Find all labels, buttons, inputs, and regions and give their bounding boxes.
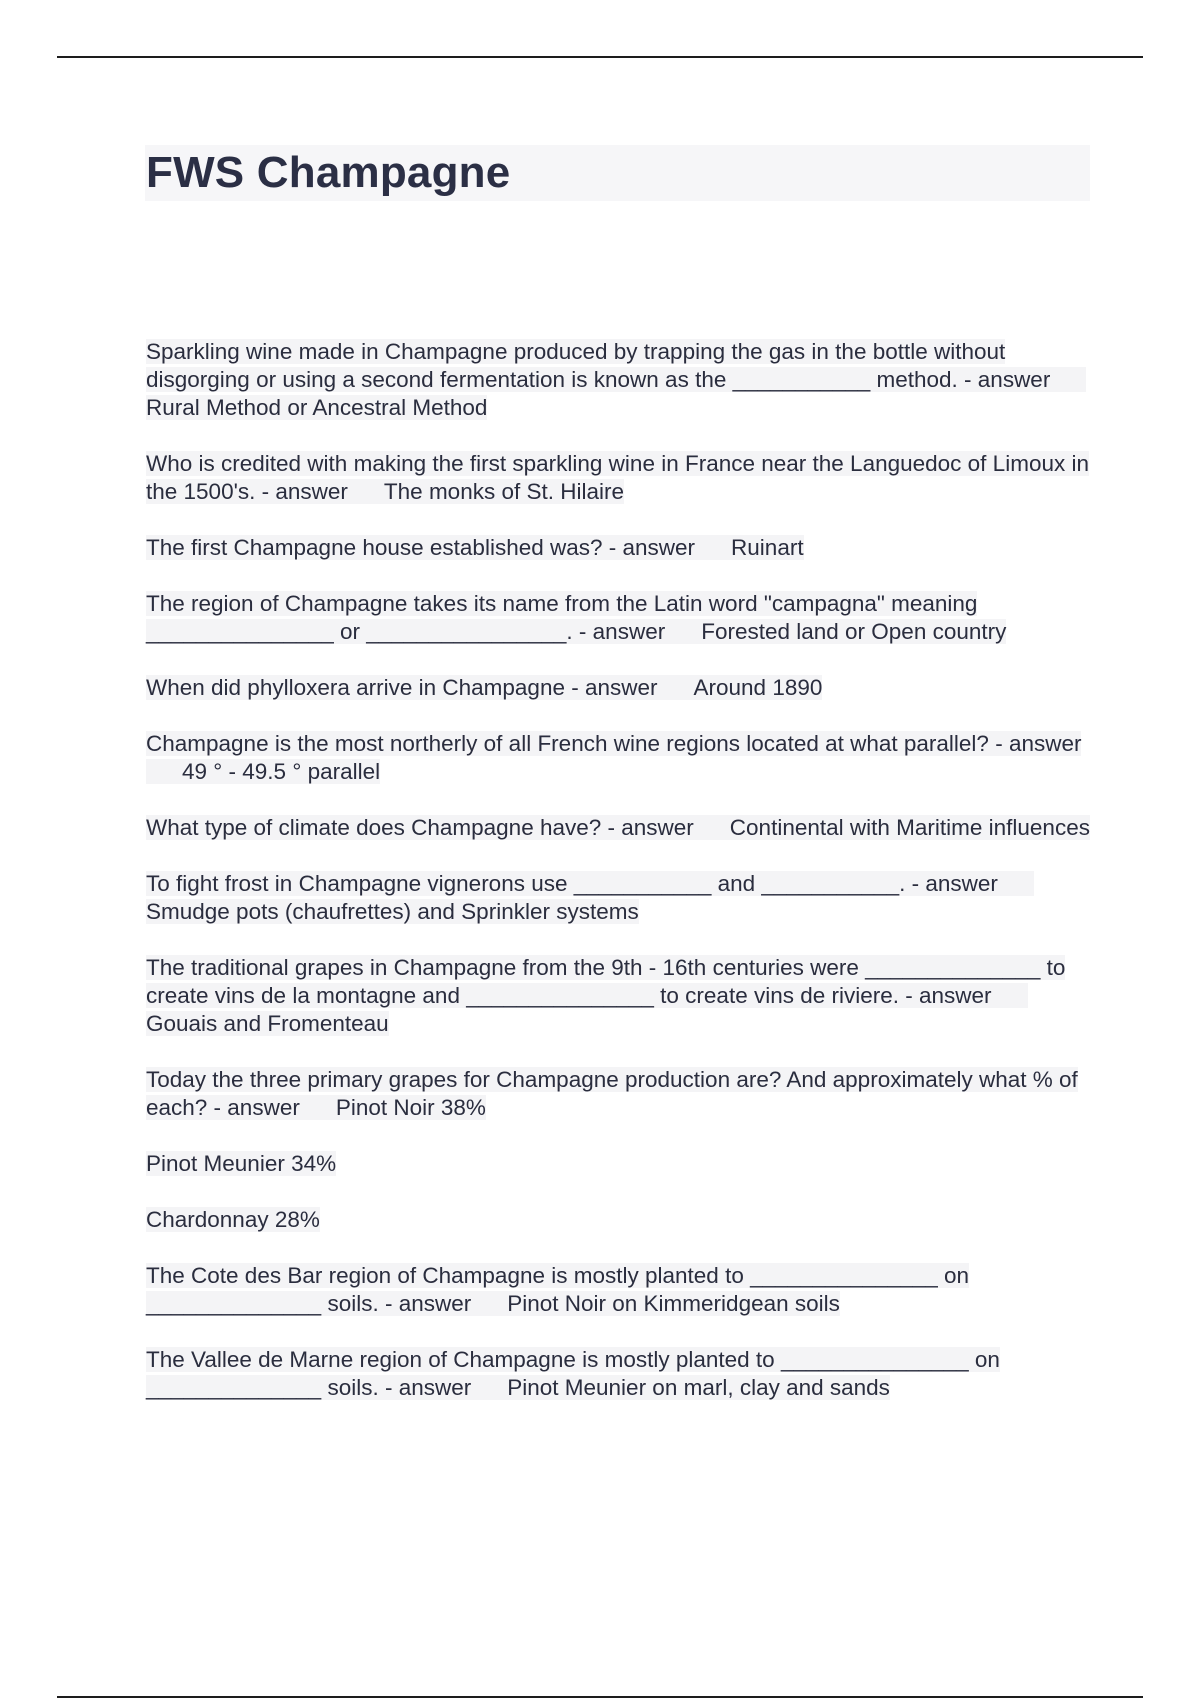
qa-item [146, 1150, 1091, 1178]
top-rule [57, 56, 1143, 58]
qa-question: Today the three primary grapes for Champagne production are? And approximately what % of each? - answer [146, 1067, 1078, 1120]
qa-item [146, 338, 1091, 422]
qa-item [146, 1066, 1091, 1122]
qa-item [146, 814, 1091, 842]
qa-question: The Vallee de Marne region of Champagne is mostly planted to _______________ on ______________ soils. - answer [146, 1347, 1000, 1400]
qa-item [146, 954, 1091, 1038]
qa-answer: Pinot Noir 38% [335, 1095, 486, 1120]
qa-list [146, 338, 1091, 1430]
qa-answer: Ruinart [731, 535, 804, 560]
qa-question: The region of Champagne takes its name from the Latin word "campagna" meaning _______________ or ________________. - answer [146, 591, 978, 644]
qa-question: Pinot Meunier 34% [146, 1151, 337, 1176]
qa-answer: The monks of St. Hilaire [383, 479, 625, 504]
qa-question: Champagne is the most northerly of all French wine regions located at what parallel? - answer [146, 731, 1082, 756]
qa-question: The Cote des Bar region of Champagne is mostly planted to _______________ on ______________ soils. - answer [146, 1263, 970, 1316]
qa-item [146, 590, 1091, 646]
bottom-rule [57, 1696, 1143, 1698]
qa-question: What type of climate does Champagne have? - answer [146, 815, 694, 840]
page-title: FWS Champagne [146, 148, 511, 197]
qa-item [146, 450, 1091, 506]
qa-answer: Pinot Noir on Kimmeridgean soils [507, 1291, 840, 1316]
qa-item [146, 674, 1091, 702]
qa-question: To fight frost in Champagne vignerons use ___________ and ___________. - answer [146, 871, 998, 896]
qa-answer: 49 ° - 49.5 ° parallel [182, 759, 381, 784]
qa-item [146, 870, 1091, 926]
qa-question: When did phylloxera arrive in Champagne - answer [146, 675, 658, 700]
qa-answer: Smudge pots (chaufrettes) and Sprinkler systems [146, 899, 639, 924]
qa-item [146, 1346, 1091, 1402]
qa-answer: Rural Method or Ancestral Method [146, 395, 488, 420]
qa-answer: Forested land or Open country [701, 619, 1007, 644]
qa-question: The traditional grapes in Champagne from the 9th - 16th centuries were ______________ to create vins de la montagne and _______________ to create vins de riviere. - answer [146, 955, 1066, 1008]
qa-question: Chardonnay 28% [146, 1207, 320, 1232]
qa-item [146, 1206, 1091, 1234]
qa-item [146, 534, 1091, 562]
qa-answer: Pinot Meunier on marl, clay and sands [507, 1375, 890, 1400]
qa-question: Sparkling wine made in Champagne produced by trapping the gas in the bottle without disgorging or using a second fermentation is known as the ___________ method. - answer [146, 339, 1051, 392]
qa-answer: Around 1890 [693, 675, 823, 700]
qa-item [146, 1262, 1091, 1318]
qa-question: Who is credited with making the first sparkling wine in France near the Languedoc of Limoux in the 1500's. - answer [146, 451, 1089, 504]
qa-question: The first Champagne house established was? - answer [146, 535, 696, 560]
qa-answer: Gouais and Fromenteau [146, 1011, 389, 1036]
qa-answer: Continental with Maritime influences [729, 815, 1090, 840]
qa-item [146, 730, 1091, 786]
